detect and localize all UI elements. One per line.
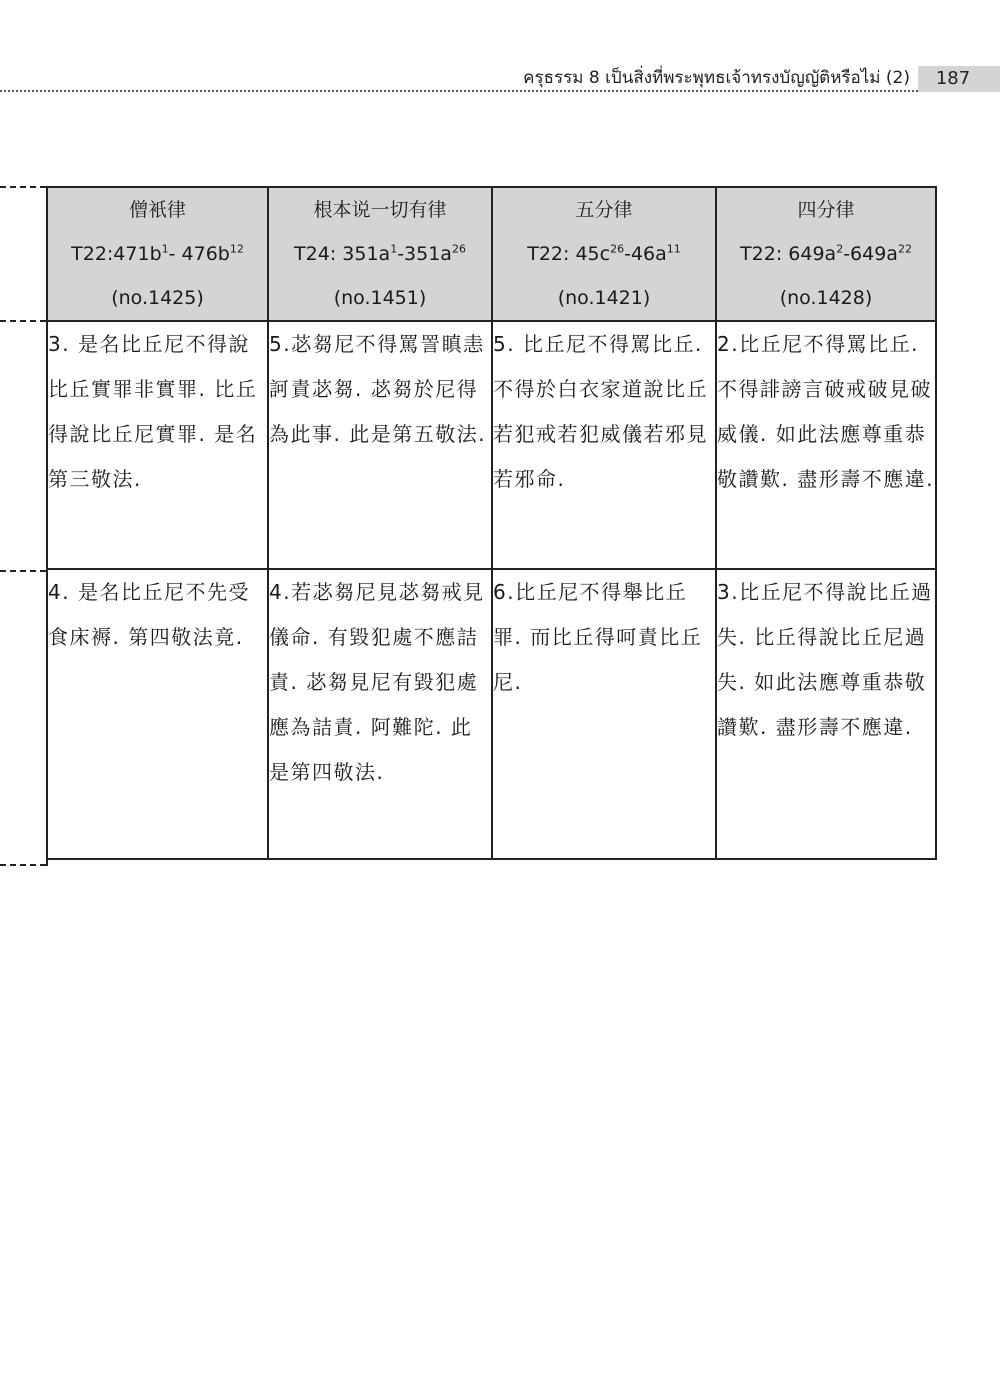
taisho-reference: T24: $351a^1-351a^{26}$	[294, 242, 466, 265]
header-dotted-rule	[0, 90, 918, 92]
table-cell: 6.比丘尼不得舉比丘罪. 而比丘得呵責比丘尼.	[492, 569, 716, 859]
taisho-reference: T22: $649a^2-649a^{22}$	[740, 242, 912, 265]
column-header-mulasarvastivada	[268, 187, 492, 321]
column-name: 五分律	[575, 199, 633, 221]
column-name: 根本说一切有律	[313, 199, 447, 221]
table-cell: 4. 是名比丘尼不先受食床褥. 第四敬法竟.	[47, 569, 268, 859]
table-cell: 5.苾芻尼不得罵詈瞋恚訶責苾芻. 苾芻於尼得為此事. 此是第五敬法.	[268, 321, 492, 569]
taisho-reference: T22: $45c^{26}-46a^{11}$	[527, 242, 681, 265]
page-number: 187	[935, 68, 971, 89]
table-row	[47, 321, 936, 569]
margin-guide-top	[0, 186, 46, 188]
column-name: 四分律	[797, 199, 855, 221]
margin-guide-row1	[0, 320, 46, 322]
margin-guide-bottom	[0, 864, 46, 866]
taisho-number: (no.1428)	[779, 287, 873, 309]
taisho-number: (no.1421)	[557, 287, 651, 309]
table-cell: 5. 比丘尼不得罵比丘. 不得於白衣家道說比丘若犯戒若犯威儀若邪見若邪命.	[492, 321, 716, 569]
margin-guide-row2	[0, 570, 46, 572]
column-name: 僧衹律	[128, 199, 186, 221]
column-header-mahasanghika	[47, 187, 268, 321]
taisho-number: (no.1451)	[333, 287, 427, 309]
table-row	[47, 569, 936, 859]
table-cell: 2.比丘尼不得罵比丘. 不得誹謗言破戒破見破威儀. 如此法應尊重恭敬讚歎. 盡形壽不應違.	[716, 321, 936, 569]
table-cell: 4.若苾芻尼見苾芻戒見儀命. 有毀犯處不應詰責. 苾芻見尼有毀犯處應為詰責. 阿難陀. 此是第四敬法.	[268, 569, 492, 859]
vinaya-comparison-table	[46, 186, 937, 860]
table-cell: 3. 是名比丘尼不得說比丘實罪非實罪. 比丘得說比丘尼實罪. 是名第三敬法.	[47, 321, 268, 569]
page-number-tab	[918, 66, 1000, 92]
column-header-mahisasaka	[492, 187, 716, 321]
taisho-number: (no.1425)	[111, 287, 204, 309]
column-header-dharmaguptaka	[716, 187, 936, 321]
taisho-reference: $T22:471b^1-$ $476b^{12}$	[71, 242, 244, 265]
table-cell: 3.比丘尼不得說比丘過失. 比丘得說比丘尼過失. 如此法應尊重恭敬讚歎. 盡形壽不應違.	[716, 569, 936, 859]
running-header-title: ครุธรรม 8 เป็นสิ่งที่พระพุทธเจ้าทรงบัญญัติหรือไม่ (2)	[523, 68, 910, 88]
